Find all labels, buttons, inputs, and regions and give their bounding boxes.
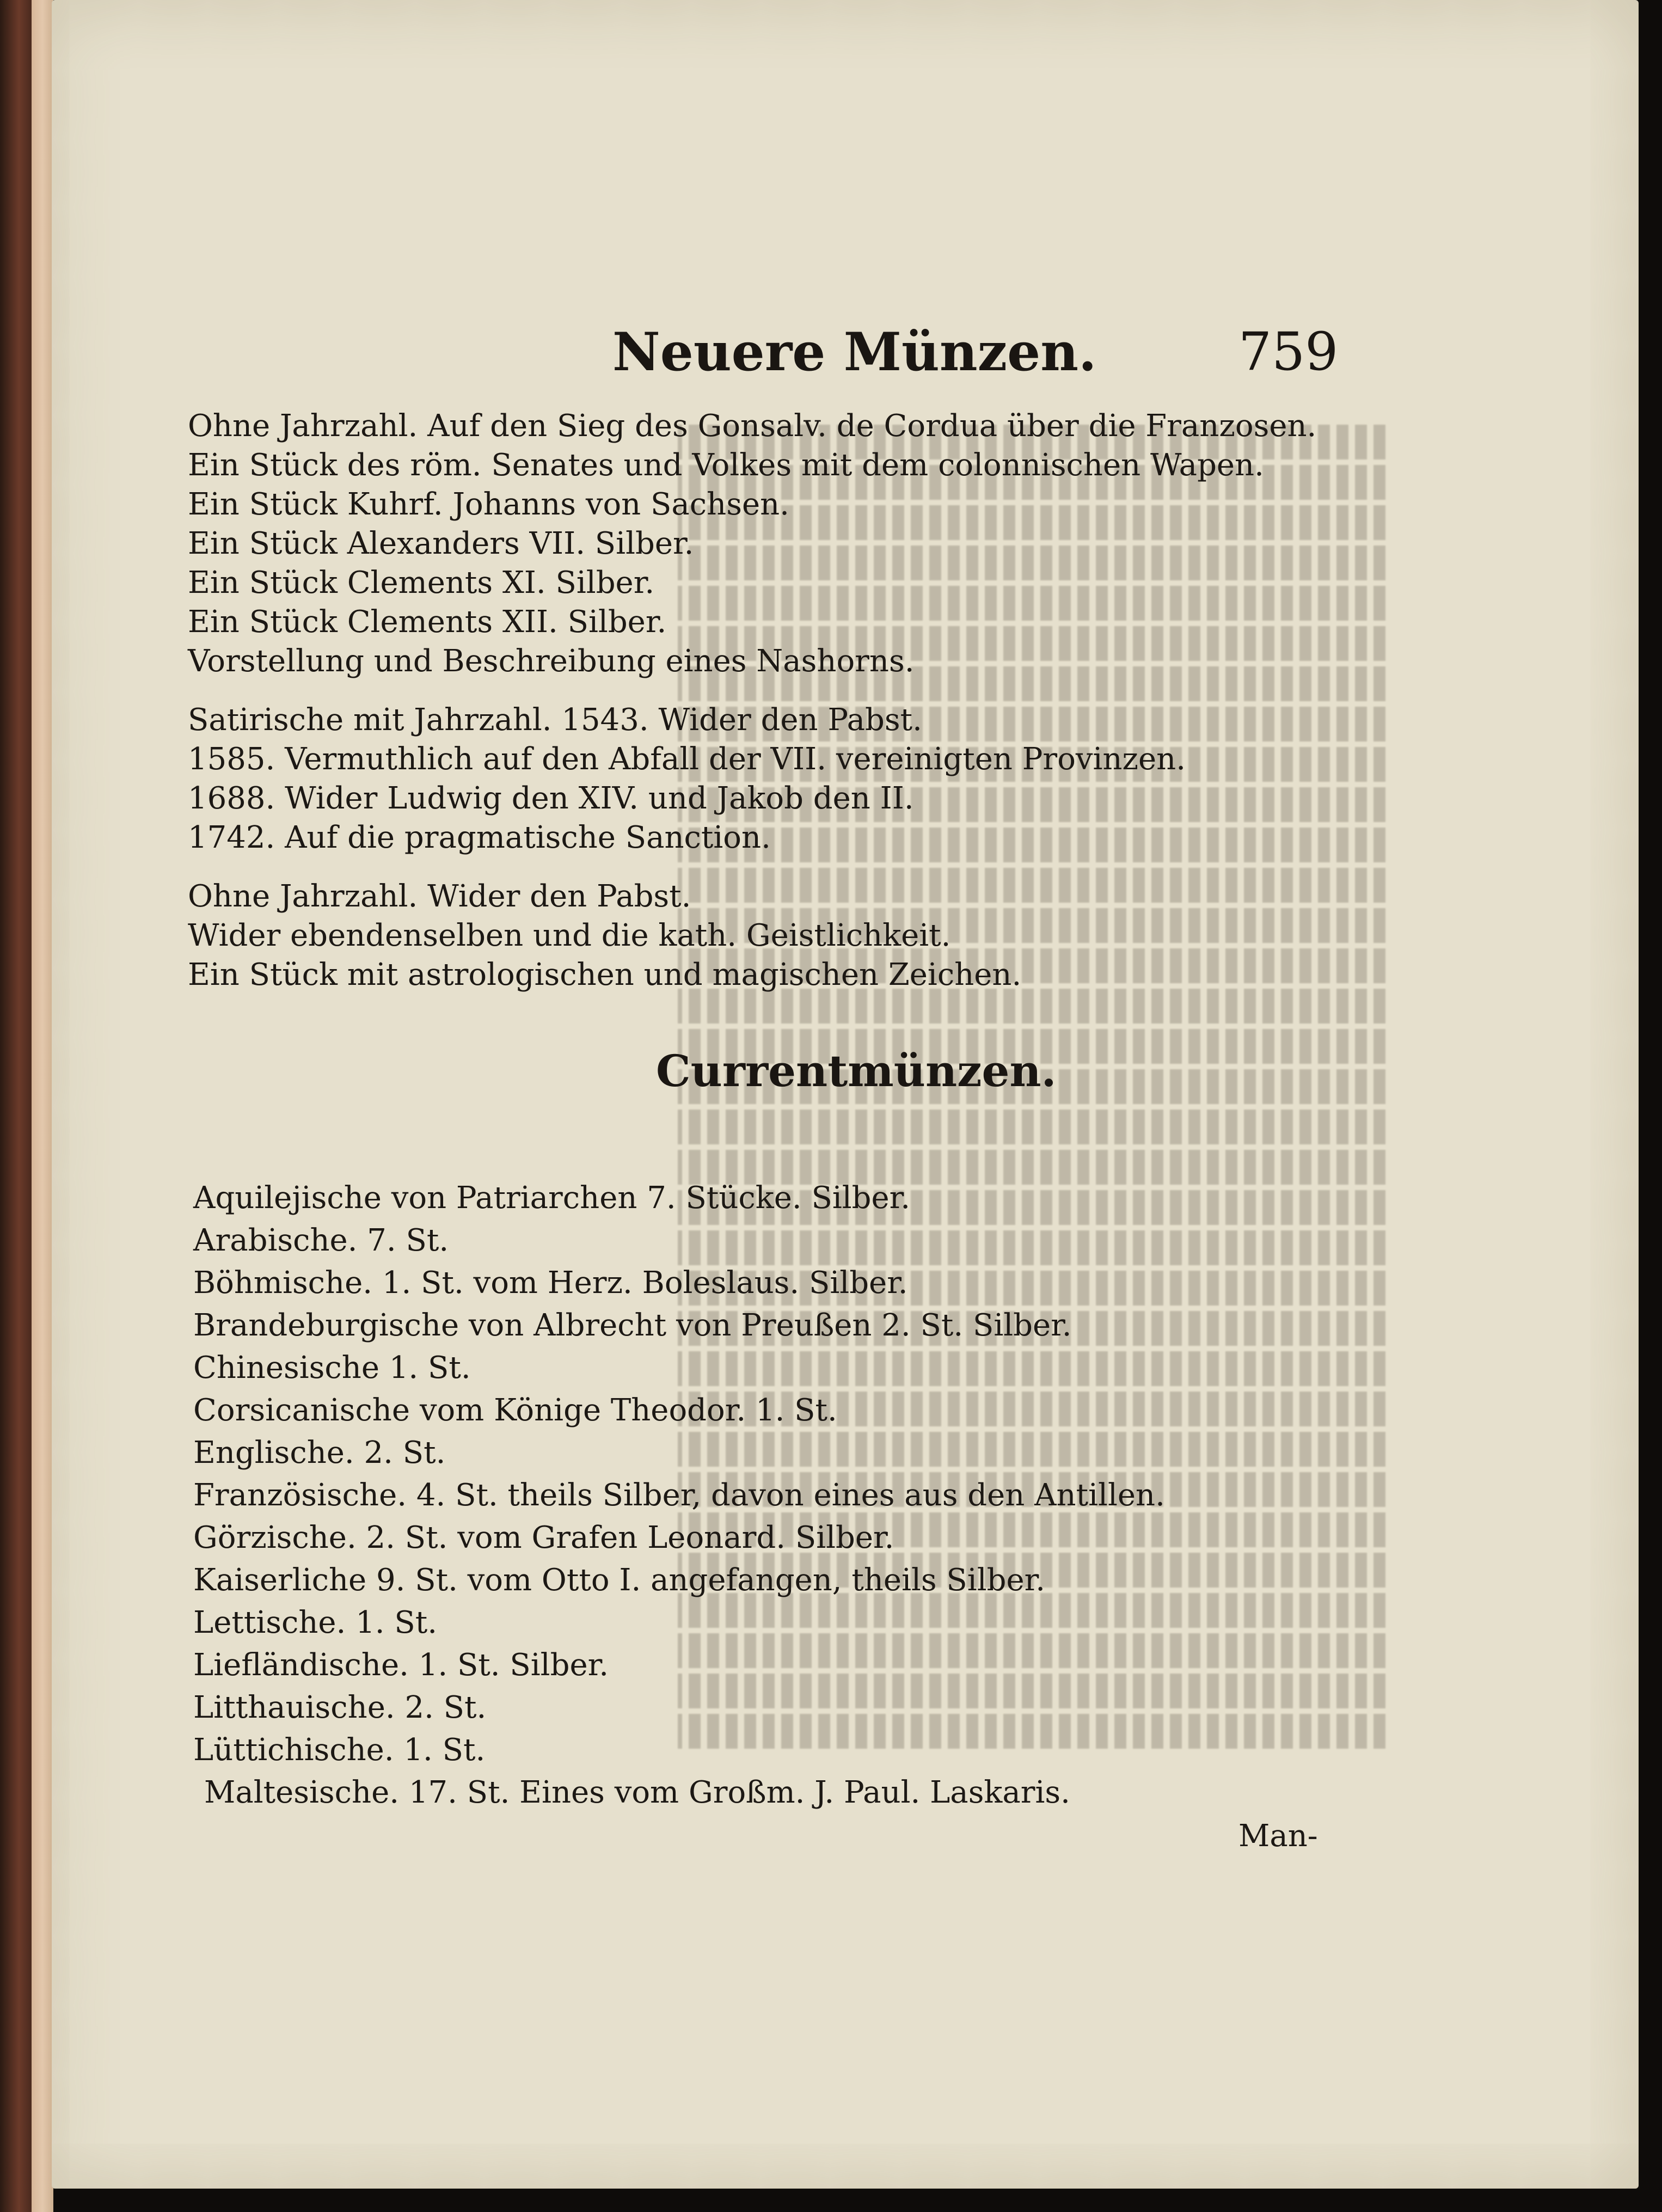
text-line: 1742. Auf die pragmatische Sanction. [188, 820, 771, 855]
list-item: Chinesische 1. St. [193, 1350, 471, 1386]
list-item: Arabische. 7. St. [193, 1223, 449, 1258]
list-item: Litthauische. 2. St. [193, 1690, 487, 1725]
list-item: Corsicanische vom Könige Theodor. 1. St. [193, 1393, 837, 1428]
text-line: Ein Stück mit astrologischen und magischen Zeichen. [188, 957, 1022, 992]
page-gutter [32, 0, 53, 2212]
list-item: Görzische. 2. St. vom Grafen Leonard. Silber. [193, 1520, 894, 1555]
text-line: Ein Stück Kuhrf. Johanns von Sachsen. [188, 487, 789, 522]
list-item: Französische. 4. St. theils Silber, davon eines aus den Antillen. [193, 1478, 1165, 1513]
book-spine-edge [0, 0, 32, 2212]
list-item: Brandeburgische von Albrecht von Preußen 2. St. Silber. [193, 1308, 1072, 1343]
section-heading-currency: Currentmünzen. [656, 1045, 1057, 1096]
list-item: Böhmische. 1. St. vom Herz. Boleslaus. Silber. [193, 1265, 908, 1301]
list-item: Kaiserliche 9. St. vom Otto I. angefangen, theils Silber. [193, 1563, 1046, 1598]
running-header: Neuere Münzen. [612, 321, 1097, 383]
catchword: Man- [1238, 1818, 1318, 1854]
page-number: 759 [1238, 321, 1339, 382]
text-line: 1688. Wider Ludwig den XIV. und Jakob den II. [188, 781, 914, 816]
text-line: Wider ebendenselben und die kath. Geistlichkeit. [188, 918, 951, 953]
list-item: Englische. 2. St. [193, 1435, 446, 1470]
text-line: Ein Stück Clements XII. Silber. [188, 604, 667, 640]
text-line: Satirische mit Jahrzahl. 1543. Wider den Pabst. [188, 702, 922, 738]
text-line: Ohne Jahrzahl. Wider den Pabst. [188, 879, 691, 914]
list-item: Lüttichische. 1. St. [193, 1732, 486, 1768]
text-line: Vorstellung und Beschreibung eines Nashorns. [188, 644, 915, 679]
book-page [52, 0, 1639, 2189]
list-item: Aquilejische von Patriarchen 7. Stücke. Silber. [193, 1180, 911, 1216]
list-item: Maltesische. 17. St. Eines vom Großm. J. Paul. Laskaris. [204, 1775, 1070, 1810]
text-line: Ein Stück Clements XI. Silber. [188, 565, 655, 601]
text-line: Ohne Jahrzahl. Auf den Sieg des Gonsalv. de Cordua über die Franzosen. [188, 408, 1317, 444]
text-line: Ein Stück des röm. Senates und Volkes mit dem colonnischen Wapen. [188, 448, 1264, 483]
text-line: 1585. Vermuthlich auf den Abfall der VII. vereinigten Provinzen. [188, 742, 1186, 777]
list-item: Lettische. 1. St. [193, 1605, 438, 1640]
text-line: Ein Stück Alexanders VII. Silber. [188, 526, 694, 561]
list-item: Liefländische. 1. St. Silber. [193, 1647, 609, 1683]
